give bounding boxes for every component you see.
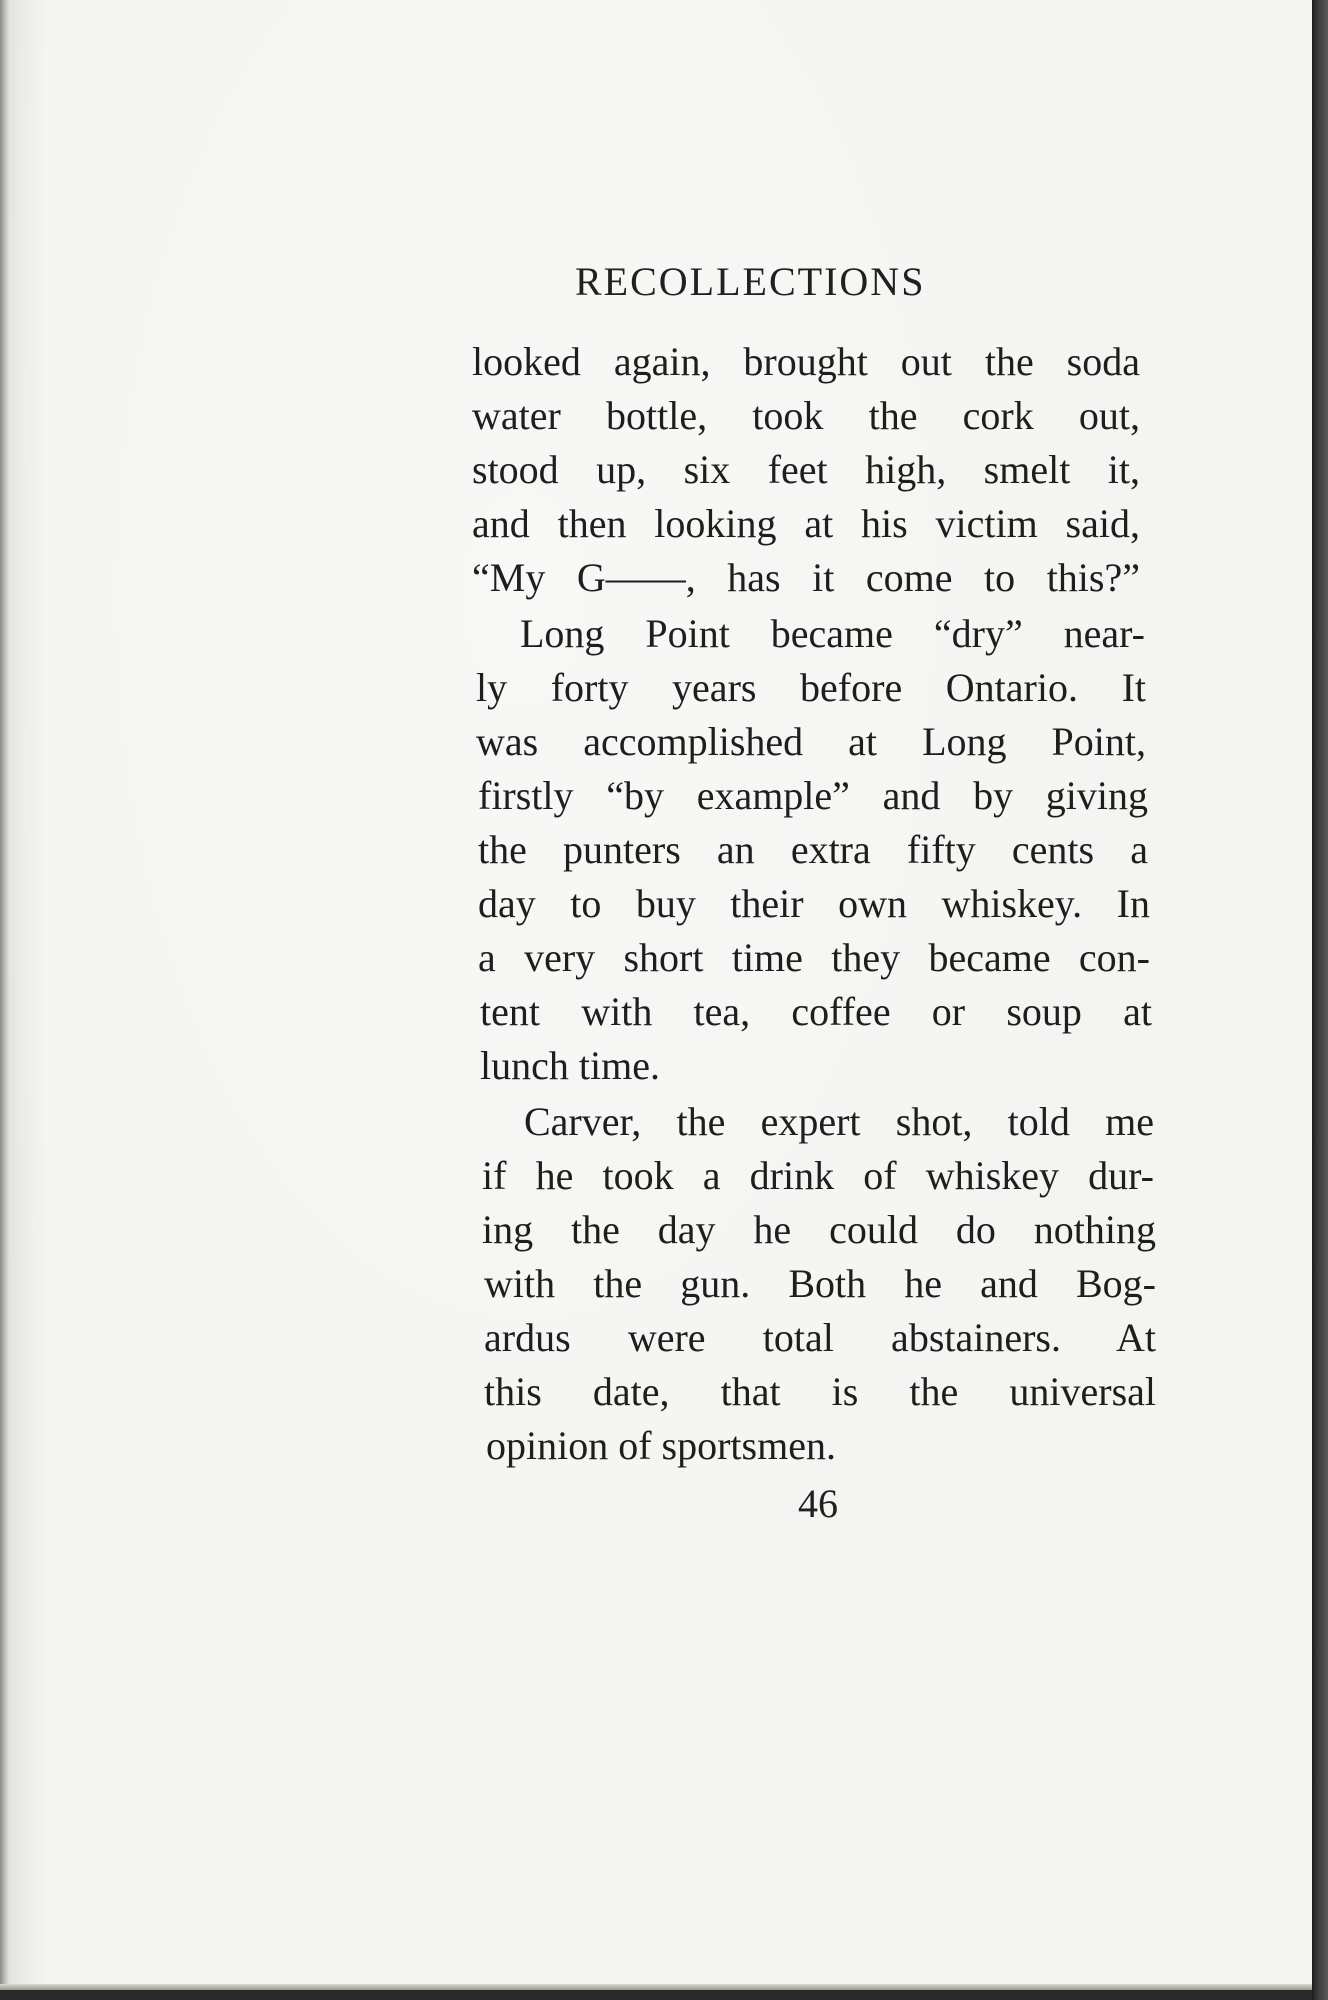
text-line: tent with tea, coffee or soup at bbox=[480, 989, 1152, 1034]
text-line: ly forty years before Ontario. It bbox=[476, 665, 1146, 710]
text-line: Carver, the expert shot, told me bbox=[524, 1099, 1154, 1144]
text-line: water bottle, took the cork out, bbox=[472, 393, 1140, 438]
text-line: was accomplished at Long Point, bbox=[476, 719, 1146, 764]
page-gutter-edge bbox=[0, 0, 10, 1990]
text-line: if he took a drink of whiskey dur- bbox=[482, 1153, 1154, 1198]
text-line: day to buy their own whiskey. In bbox=[478, 881, 1150, 926]
text-line: Long Point became “dry” near- bbox=[520, 611, 1145, 656]
book-cover-right-edge bbox=[1312, 0, 1328, 2000]
text-line: and then looking at his victim said, bbox=[472, 501, 1140, 546]
running-head: RECOLLECTIONS bbox=[575, 259, 926, 304]
page-number: 46 bbox=[798, 1481, 838, 1526]
text-line: lunch time. bbox=[480, 1043, 660, 1088]
text-line: ardus were total abstainers. At bbox=[484, 1315, 1156, 1360]
text-line: a very short time they became con- bbox=[478, 935, 1150, 980]
text-line: ing the day he could do nothing bbox=[482, 1207, 1156, 1252]
text-line: stood up, six feet high, smelt it, bbox=[472, 447, 1140, 492]
page-bottom-edge bbox=[0, 1984, 1312, 1990]
text-line: the punters an extra fifty cents a bbox=[478, 827, 1148, 872]
text-line: looked again, brought out the soda bbox=[472, 339, 1140, 384]
text-line: this date, that is the universal bbox=[484, 1369, 1156, 1414]
text-line: with the gun. Both he and Bog- bbox=[484, 1261, 1156, 1306]
text-line: opinion of sportsmen. bbox=[486, 1423, 836, 1468]
text-line: firstly “by example” and by giving bbox=[478, 773, 1148, 818]
text-line: “My G——, has it come to this?” bbox=[472, 555, 1140, 600]
